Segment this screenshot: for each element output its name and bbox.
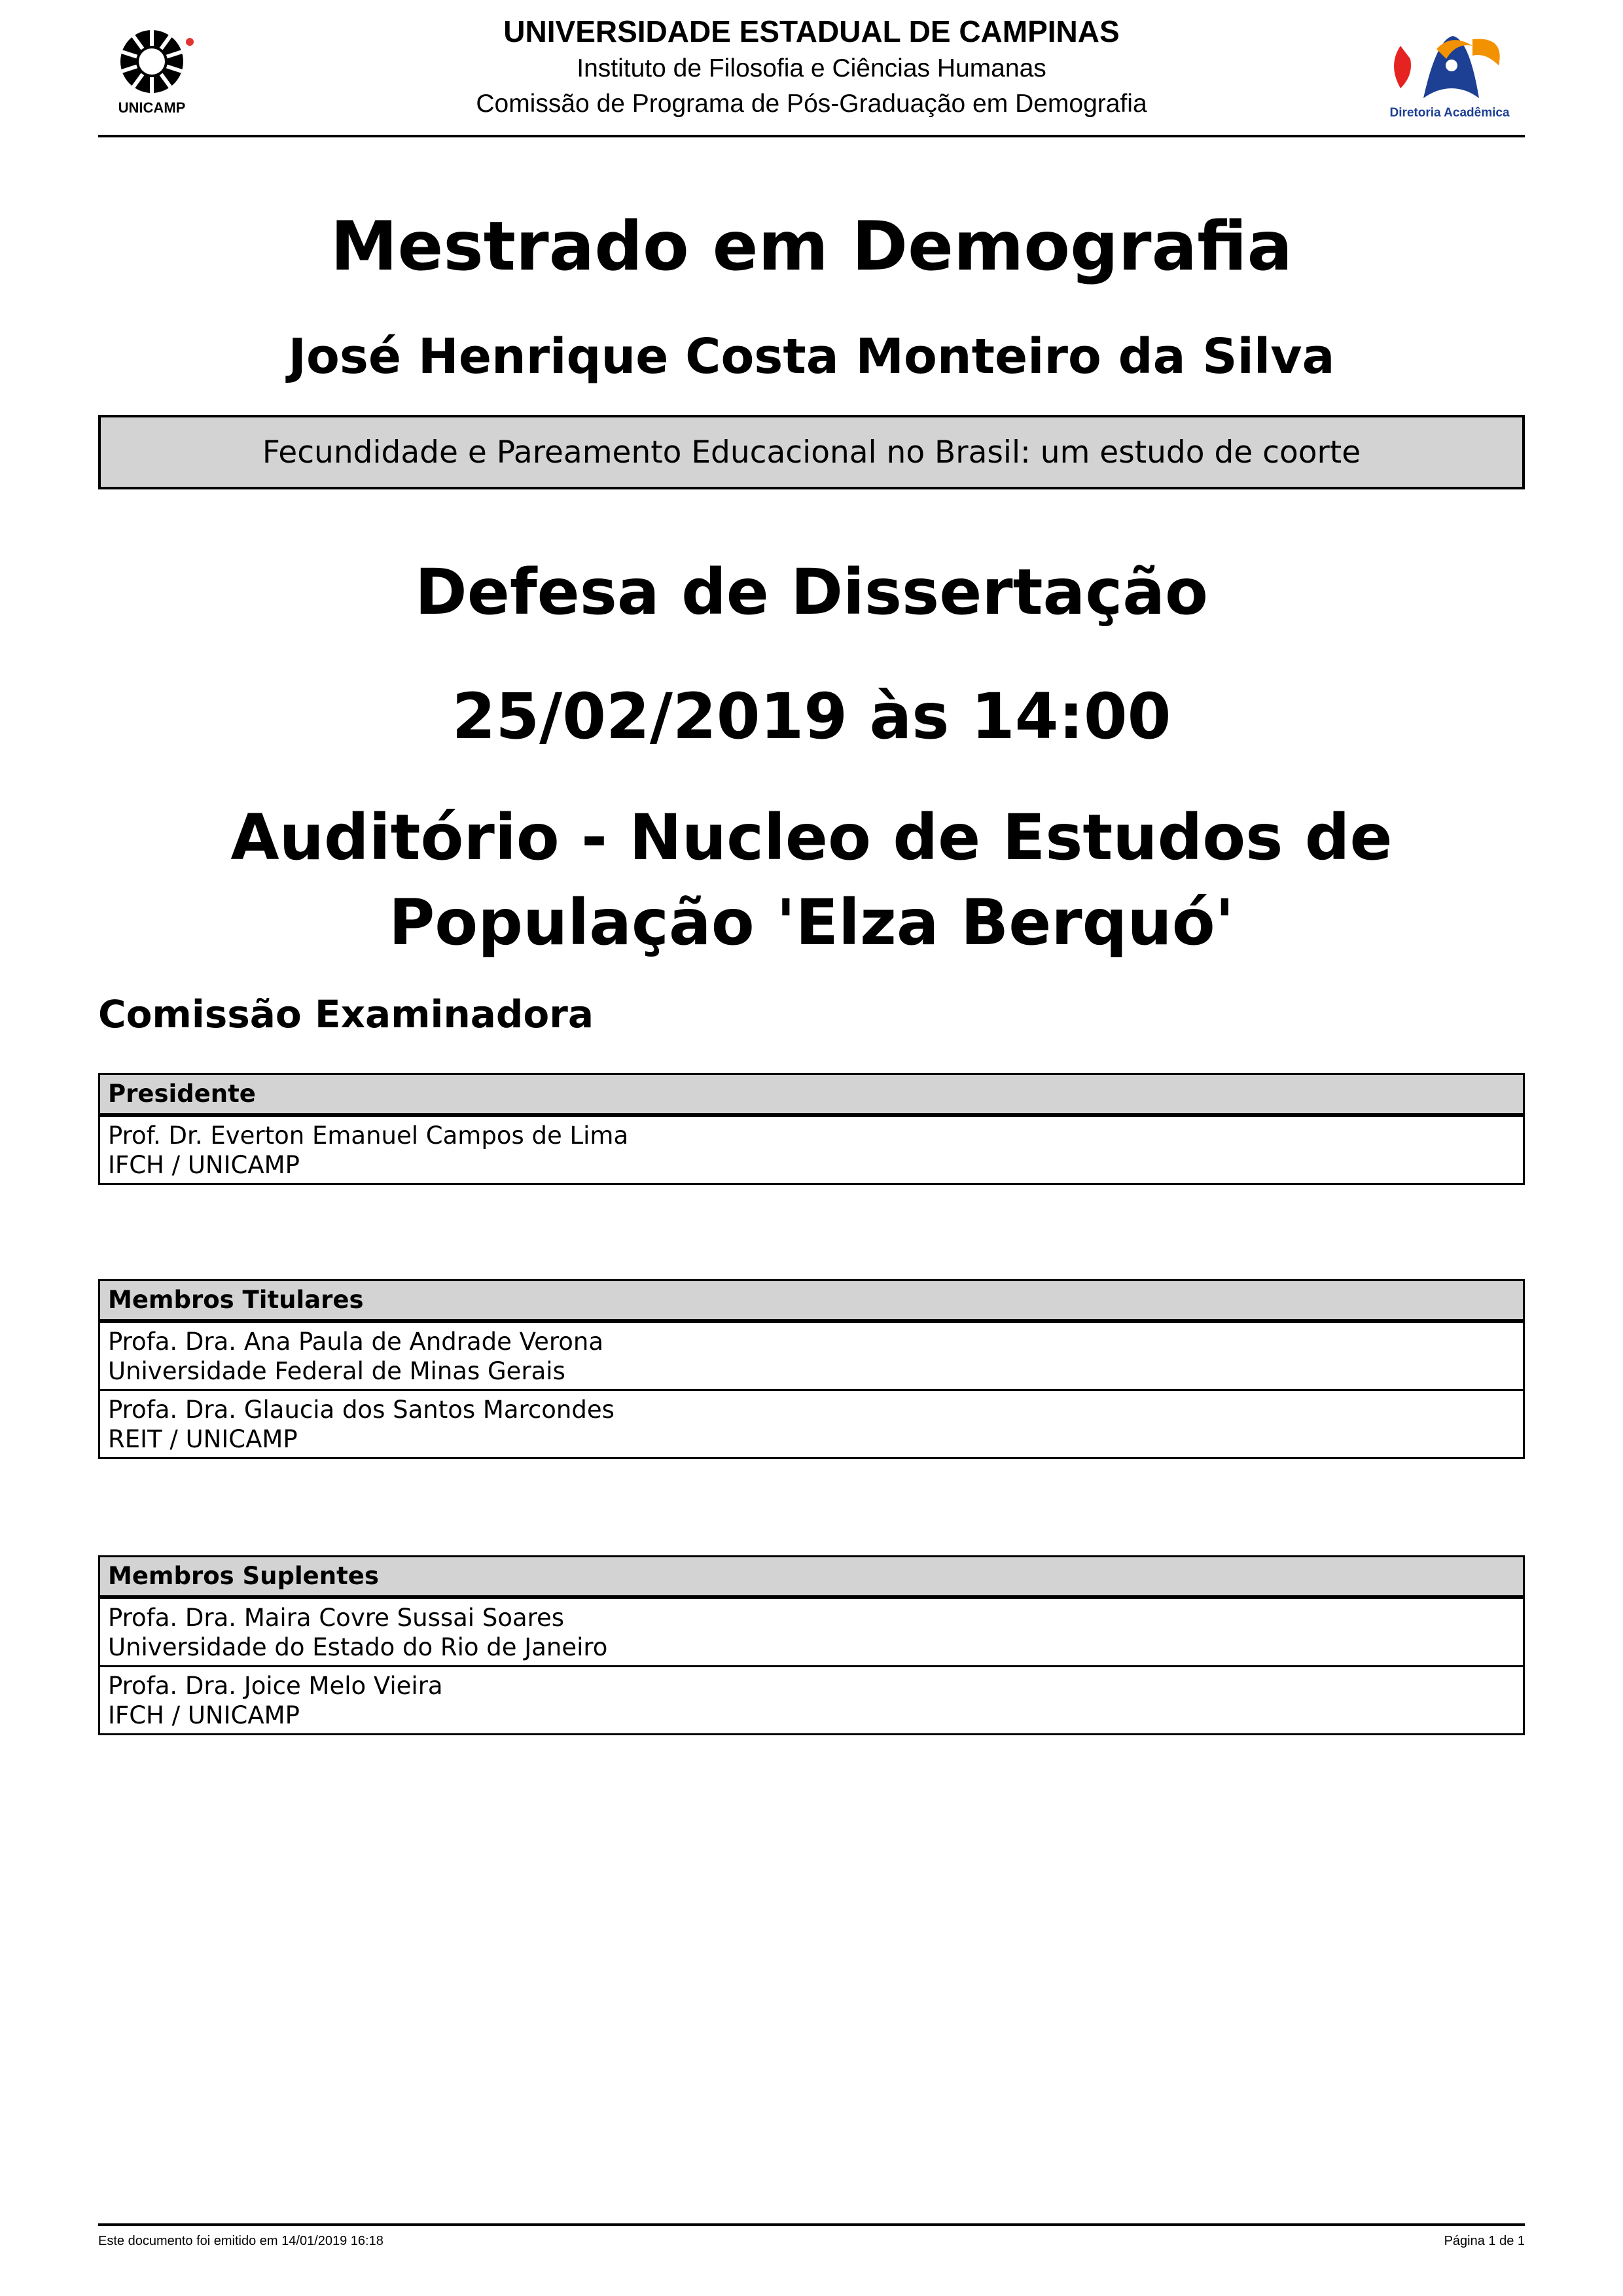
titulares-table [98, 1279, 1525, 1459]
program-title: Mestrado em Demografia [330, 207, 1293, 286]
member-institution: Universidade Federal de Minas Gerais [108, 1357, 565, 1385]
committee-member-row [100, 1597, 1523, 1665]
location-line-1: Auditório - Nucleo de Estudos de [230, 801, 1393, 874]
location-line-2: População 'Elza Berquó' [388, 886, 1235, 959]
member-name: Profa. Dra. Joice Melo Vieira [108, 1672, 443, 1700]
member-name: Profa. Dra. Maira Covre Sussai Soares [108, 1604, 565, 1632]
suplentes-header: Membros Suplentes [100, 1557, 1523, 1597]
svg-text:Diretoria Acadêmica: Diretoria Acadêmica [1389, 106, 1510, 120]
document-header [98, 0, 1525, 137]
member-institution: IFCH / UNICAMP [108, 1701, 300, 1729]
presidente-table [98, 1073, 1525, 1185]
thesis-title-box [98, 415, 1525, 489]
commission-name: Comissão de Programa de Pós-Graduação em Demografia [476, 90, 1147, 118]
event-datetime: 25/02/2019 às 14:00 [452, 680, 1171, 753]
suplentes-table [98, 1555, 1525, 1735]
institute-name: Instituto de Filosofia e Ciências Humanas [577, 54, 1046, 82]
member-institution: Universidade do Estado do Rio de Janeiro [108, 1633, 608, 1661]
event-title: Defesa de Dissertação [415, 556, 1208, 629]
event-location [98, 795, 1525, 965]
committee-member-row [100, 1321, 1523, 1389]
header-text [98, 12, 1525, 122]
member-name: Prof. Dr. Everton Emanuel Campos de Lima [108, 1122, 629, 1150]
diretoria-academica-logo [1374, 26, 1525, 124]
presidente-header: Presidente [100, 1075, 1523, 1115]
emission-note: Este documento foi emitido em 14/01/2019 16:18 [98, 2234, 383, 2248]
committee-member-row [100, 1389, 1523, 1457]
member-name: Profa. Dra. Glaucia dos Santos Marcondes [108, 1396, 615, 1424]
member-name: Profa. Dra. Ana Paula de Andrade Verona [108, 1328, 604, 1356]
member-institution: IFCH / UNICAMP [108, 1151, 300, 1179]
document-footer [98, 2223, 1525, 2248]
committee-member-row [100, 1665, 1523, 1733]
committee-title: Comissão Examinadora [98, 992, 594, 1036]
titulares-header: Membros Titulares [100, 1281, 1523, 1321]
page-number: Página 1 de 1 [1444, 2234, 1525, 2248]
committee-member-row [100, 1115, 1523, 1183]
thesis-title: Fecundidade e Pareamento Educacional no Brasil: um estudo de coorte [262, 434, 1361, 470]
student-name: José Henrique Costa Monteiro da Silva [288, 328, 1335, 385]
member-institution: REIT / UNICAMP [108, 1425, 298, 1453]
university-name: UNIVERSIDADE ESTADUAL DE CAMPINAS [503, 14, 1120, 48]
svg-text:UNICAMP: UNICAMP [118, 99, 186, 116]
